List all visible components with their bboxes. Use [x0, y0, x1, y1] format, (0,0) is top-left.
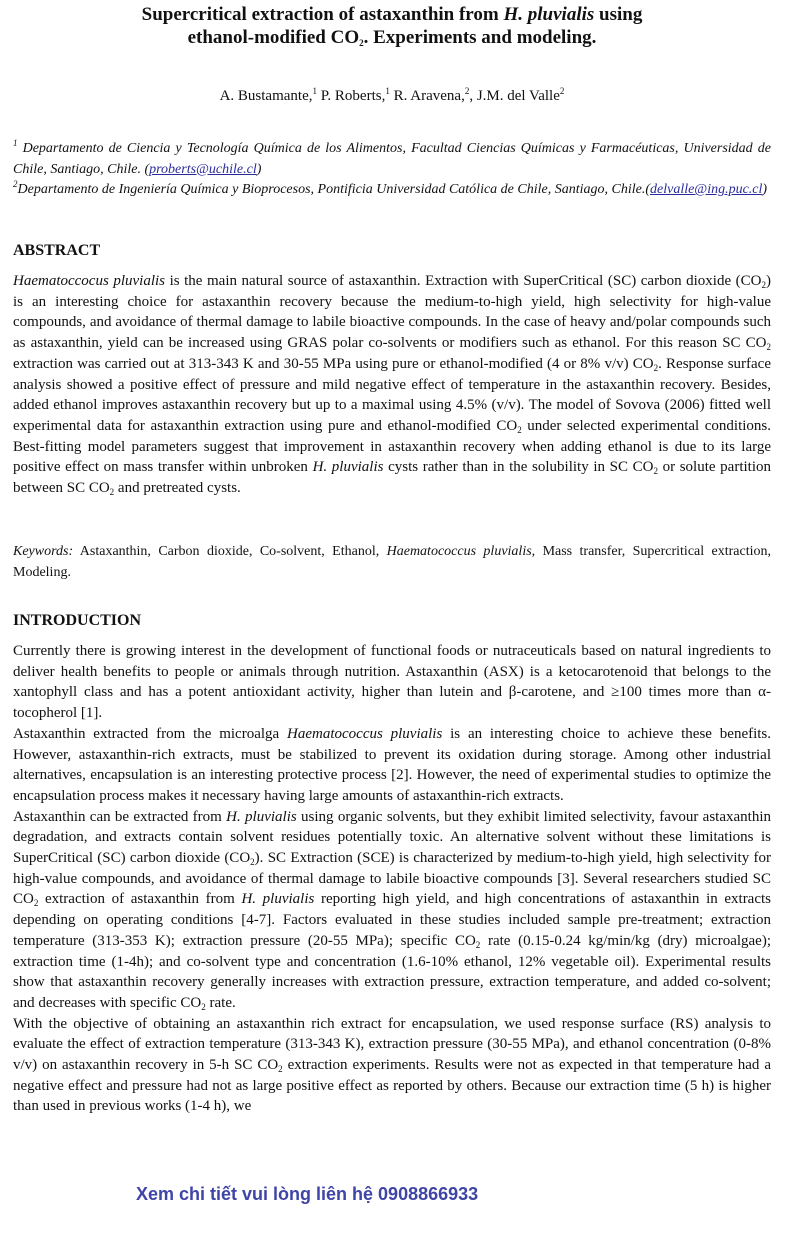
author: , J.M. del Valle — [469, 88, 560, 104]
author-list: A. Bustamante,$^1$ P. Roberts,$^1$ R. Aravena,$^2$, J.M. del Valle$^2$ — [219, 86, 565, 104]
abstract-heading: ABSTRACT — [13, 242, 101, 259]
abstract-body: Haematoccocus pluvialis is the main natural source of astaxanthin. Extraction with SuperCritical (SC) carbon dioxide $(CO_2)$ is an interesting choice for astaxanthin recovery because the medium-to-high yield, high selectivity for high-value compounds, and avoidance of thermal damage to labile bioactive compounds. In the case of heavy and/polar compounds such as astaxanthin, yield can be increased using GRAS polar co-solvents or modifiers such as ethanol. For this reason SC $CO_2$ extraction was carried out at 313-343 K and 30-55 MPa using pure or ethanol-modified (4 or 8% v/v) $CO_2$. Response surface analysis showed a positive effect of pressure and mild negative effect of temperature in the astaxanthin recovery. Besides, added ethanol improves astaxanthin recovery but up to a maximal using 4.5% (v/v). The model of Sovova (2006) fitted well experimental data for astaxanthin extraction using pure and ethanol-modified $CO_2$ under selected experimental conditions. Best-fitting model parameters suggest that improvement in astaxanthin recovery when adding ethanol is due to its large positive effect on mass transfer within unbroken H. pluvialis cysts rather than in the solubility in SC $CO_2$ or solute partition between SC $CO_2$ and pretreated cysts. — [13, 273, 772, 498]
title-line-2: ethanol-modified $CO_2$. Experiments and modeling. — [187, 27, 597, 48]
introduction-heading: INTRODUCTION — [13, 612, 142, 629]
email-link-proberts[interactable]: proberts@uchile.cl — [149, 161, 257, 177]
keywords-label: Keywords: — [13, 544, 74, 559]
intro-paragraph-2: Astaxanthin extracted from the microalga Haematococcus pluvialis is an interesting choice to achieve these benefits. However, astaxanthin-rich extracts, must be stabilized to prevent its oxidation during storage. Among other industrial alternatives, encapsulation is an interesting protective process [2]. However, the need of experimental studies to optimize the encapsulation process makes it necessary having large amounts of astaxanthin-rich extracts. — [13, 725, 772, 804]
email-link-delvalle[interactable]: delvalle@ing.puc.cl — [650, 182, 763, 197]
introduction-body — [13, 641, 771, 1117]
intro-paragraph-1: Currently there is growing interest in the development of functional foods or nutraceuticals based on natural ingredients to deliver health benefits to people or animals through nutrition. Astaxanthin (ASX) is a ketocarotenoid that belongs to the xantophyll class and has a potent antioxidant activity, higher than lutein and β-carotene, and ≥100 times more than α-tocopherol [1]. — [13, 643, 771, 722]
paper-title — [0, 3, 784, 49]
affiliations — [13, 139, 771, 201]
intro-paragraph-4: With the objective of obtaining an astaxanthin rich extract for encapsulation, we used response surface (RS) analysis to evaluate the effect of extraction temperature (313-343 K), extraction pressure (30-55 MPa), and ethanol concentration (0-8% v/v) on astaxanthin recovery in 5-h SC $CO_2$ extraction experiments. Results were not as expected in that temperature had a negative effect and pressure had not as large positive effect as reported by others. Because our extraction time (5 h) is higher than used in previous works (1-4 h), we — [13, 1015, 772, 1115]
author: A. Bustamante, — [219, 88, 313, 104]
affiliation-1: $^1$ Departamento de Ciencia y Tecnología Química de los Alimentos, Facultad Ciencias Químicas y Farmacéuticas, Universidad de Chile, Santiago, Chile. (proberts@uchile.cl) — [13, 138, 771, 177]
affiliation-2: $^2$Departamento de Ingeniería Química y Bioprocesos, Pontificia Universidad Católica de Chile, Santiago, Chile.(delvalle@ing.puc.cl) — [13, 179, 768, 197]
contact-note: Xem chi tiết vui lòng liên hệ 0908866933 — [136, 1184, 479, 1204]
keywords: Keywords: Astaxanthin, Carbon dioxide, Co-solvent, Ethanol, Haematococcus pluvialis, Mass transfer, Supercritical extraction, Modeling. — [13, 544, 772, 580]
author: P. Roberts, — [317, 88, 386, 104]
title-line-1: Supercritical extraction of astaxanthin from H. pluvialis using — [141, 4, 643, 25]
author: R. Aravena, — [389, 88, 465, 104]
intro-paragraph-3: Astaxanthin can be extracted from H. pluvialis using organic solvents, but they exhibit limited selectivity, favour astaxanthin degradation, and extracts contain solvent residues potentially toxic. An alternative solvent without these limitations is SuperCritical (SC) carbon dioxide $(CO_2)$. SC Extraction (SCE) is characterized by medium-to-high yield, high selectivity for high-value compounds, and avoidance of thermal damage to labile bioactive compounds [3]. Several researchers studied SC $CO_2$ extraction of astaxanthin from H. pluvialis reporting high yield, and high concentrations of astaxanthin in extracts depending on operating conditions [4-7]. Factors evaluated in these studies included sample pre-treatment; extraction temperature (313-353 K); extraction pressure (20-55 MPa); specific $CO_2$ rate (0.15-0.24 kg/min/kg (dry) microalgae); extraction time (1-4h); and co-solvent type and concentration (1.6-10% ethanol, 12% vegetable oil). Experimental results show that astaxanthin recovery generally increases with extraction pressure, extraction temperature, and added co-solvent; and decreases with specific $CO_2$ rate. — [13, 808, 772, 1012]
